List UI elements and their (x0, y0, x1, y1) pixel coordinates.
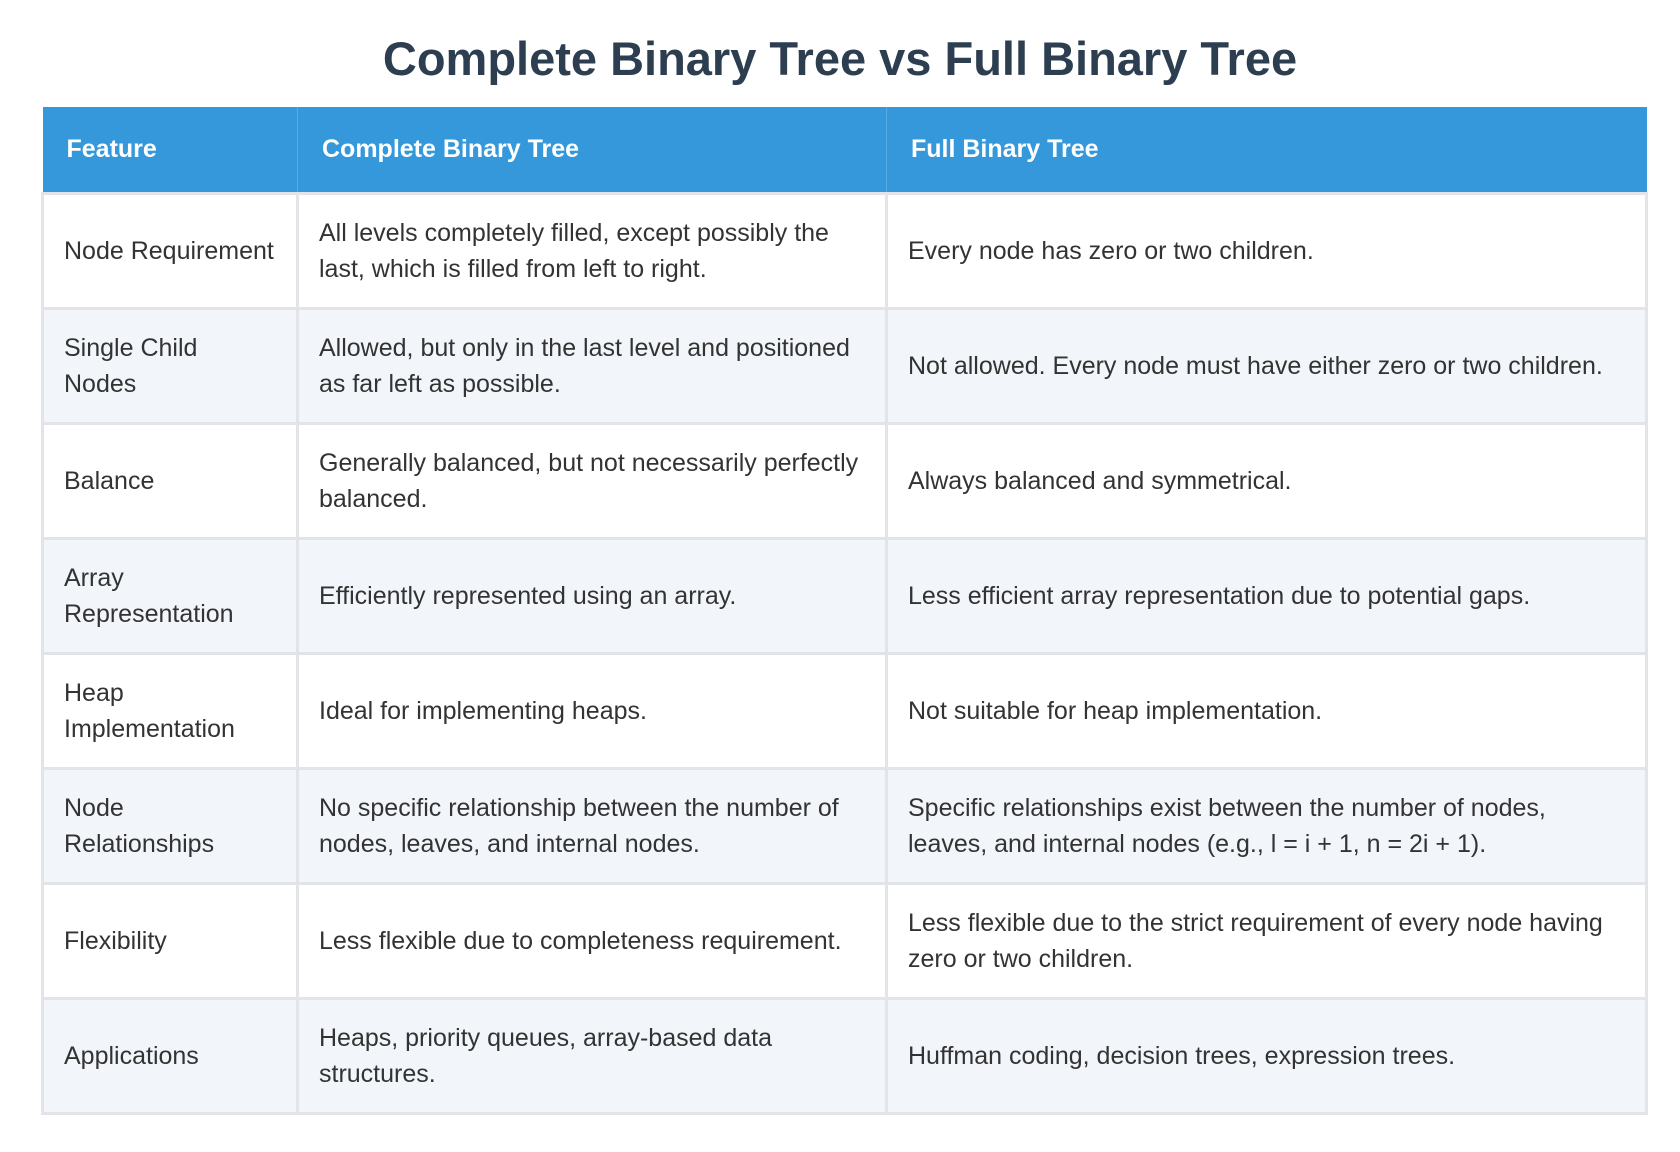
table-row (43, 768, 1647, 883)
full-tree-cell: Not suitable for heap implementation. (887, 653, 1647, 768)
complete-tree-cell: No specific relationship between the number of nodes, leaves, and internal nodes. (298, 768, 887, 883)
complete-tree-cell: Ideal for implementing heaps. (298, 653, 887, 768)
table-row (43, 423, 1647, 538)
table-row (43, 653, 1647, 768)
header-row (43, 107, 1647, 193)
feature-cell: Heap Implementation (43, 653, 298, 768)
feature-cell: Single Child Nodes (43, 308, 298, 423)
feature-cell: Array Representation (43, 538, 298, 653)
full-tree-cell: Less efficient array representation due to potential gaps. (887, 538, 1647, 653)
table-header (43, 107, 1647, 193)
complete-tree-cell: Heaps, priority queues, array-based data structures. (298, 998, 887, 1113)
full-tree-cell: Always balanced and symmetrical. (887, 423, 1647, 538)
complete-tree-cell: Allowed, but only in the last level and positioned as far left as possible. (298, 308, 887, 423)
complete-tree-cell: All levels completely filled, except possibly the last, which is filled from left to right. (298, 193, 887, 308)
comparison-table (41, 107, 1648, 1115)
table-row (43, 538, 1647, 653)
table-row (43, 883, 1647, 998)
feature-cell: Flexibility (43, 883, 298, 998)
header-feature: Feature (43, 107, 298, 193)
complete-tree-cell: Efficiently represented using an array. (298, 538, 887, 653)
full-tree-cell: Huffman coding, decision trees, expression trees. (887, 998, 1647, 1113)
table-row (43, 308, 1647, 423)
complete-tree-cell: Generally balanced, but not necessarily perfectly balanced. (298, 423, 887, 538)
full-tree-cell: Specific relationships exist between the number of nodes, leaves, and internal nodes (e.g., l = i + 1, n = 2i + 1). (887, 768, 1647, 883)
feature-cell: Node Requirement (43, 193, 298, 308)
comparison-table-container (41, 107, 1645, 1115)
page-title: Complete Binary Tree vs Full Binary Tree (382, 32, 1298, 85)
full-tree-cell: Every node has zero or two children. (887, 193, 1647, 308)
feature-cell: Applications (43, 998, 298, 1113)
complete-tree-cell: Less flexible due to completeness requirement. (298, 883, 887, 998)
table-row (43, 998, 1647, 1113)
full-tree-cell: Not allowed. Every node must have either zero or two children. (887, 308, 1647, 423)
header-complete-binary-tree: Complete Binary Tree (298, 107, 887, 193)
feature-cell: Node Relationships (43, 768, 298, 883)
feature-cell: Balance (43, 423, 298, 538)
table-body (43, 193, 1647, 1113)
table-row (43, 193, 1647, 308)
full-tree-cell: Less flexible due to the strict requirement of every node having zero or two children. (887, 883, 1647, 998)
header-full-binary-tree: Full Binary Tree (887, 107, 1647, 193)
